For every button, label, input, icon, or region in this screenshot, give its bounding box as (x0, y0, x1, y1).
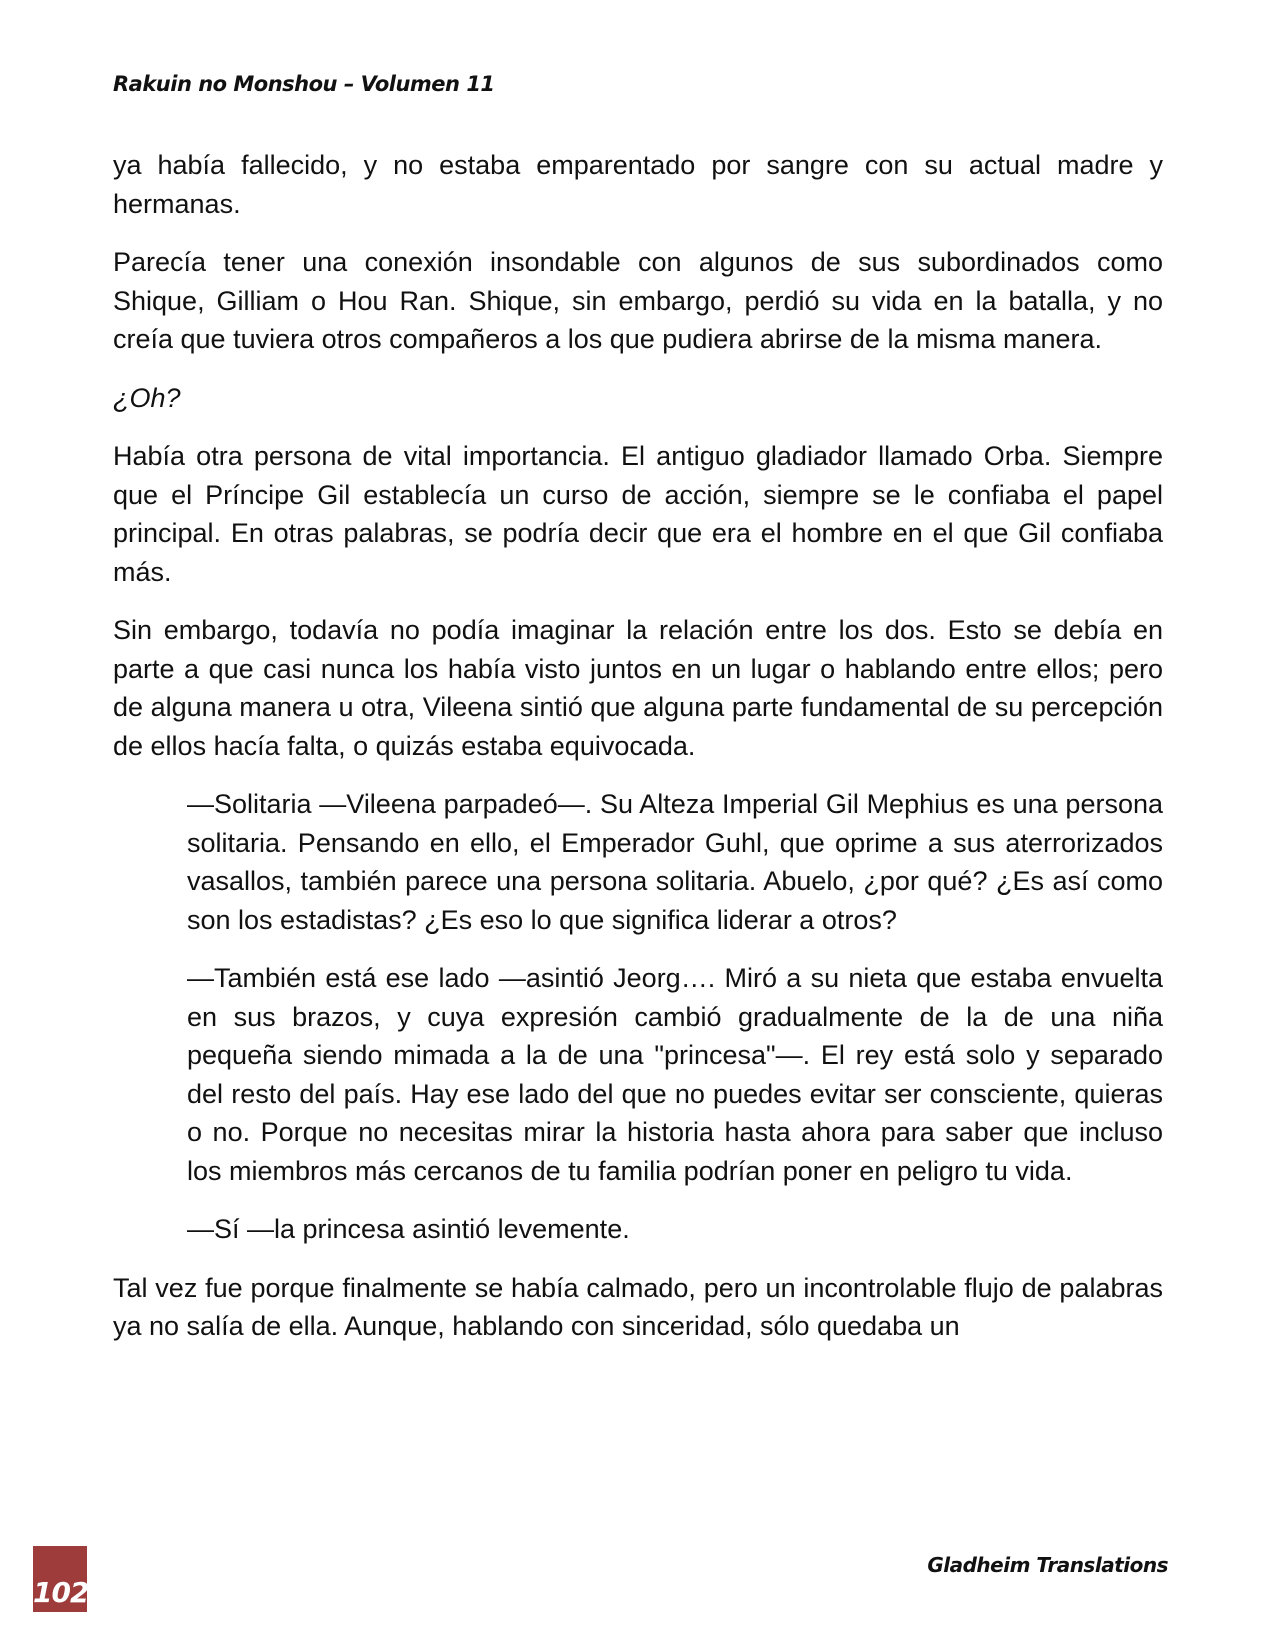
paragraph: Tal vez fue porque finalmente se había calmado, pero un incontrolable flujo de palabras ya no salía de ella. Aunque, hablando con sinceridad, sólo quedaba un (113, 1272, 1163, 1341)
running-header: Rakuin no Monshou – Volumen 11 (113, 72, 495, 96)
page-number: 102 (33, 1576, 89, 1609)
page-body (113, 146, 1163, 1366)
footer-credit: Gladheim Translations (927, 1553, 1168, 1577)
dialogue-paragraph: —Solitaria —Vileena parpadeó—. Su Alteza Imperial Gil Mephius es una persona solitaria. Pensando en ello, el Emperador Guhl, que oprime a sus aterrorizados vasallos, también parece una persona solitaria. Abuelo, ¿por qué? ¿Es así como son los estadistas? ¿Es eso lo que significa liderar a otros? (187, 789, 1163, 935)
dialogue-paragraph: —También está ese lado —asintió Jeorg…. Miró a su nieta que estaba envuelta en sus brazos, y cuya expresión cambió gradualmente de la de una niña pequeña siendo mimada a la de una "princesa"—. El rey está solo y separado del resto del país. Hay ese lado del que no puedes evitar ser consciente, quieras o no. Porque no necesitas mirar la historia hasta ahora para saber que incluso los miembros más cercanos de tu familia podrían poner en peligro tu vida. (187, 963, 1163, 1186)
paragraph: Había otra persona de vital importancia. El antiguo gladiador llamado Orba. Siempre que el Príncipe Gil establecía un curso de acción, siempre se le confiaba el papel principal. En otras palabras, se podría decir que era el hombre en el que Gil confiaba más. (113, 441, 1163, 587)
paragraph: Parecía tener una conexión insondable con algunos de sus subordinados como Shique, Gilliam o Hou Ran. Shique, sin embargo, perdió su vida en la batalla, y no creía que tuviera otros compañeros a los que pudiera abrirse de la misma manera. (113, 247, 1163, 354)
dialogue-paragraph: —Sí —la princesa asintió levemente. (187, 1214, 630, 1244)
paragraph-italic: ¿Oh? (113, 382, 181, 413)
paragraph: Sin embargo, todavía no podía imaginar la relación entre los dos. Esto se debía en parte a que casi nunca los había visto juntos en un lugar o hablando entre ellos; pero de alguna manera u otra, Vileena sintió que alguna parte fundamental de su percepción de ellos hacía falta, o quizás estaba equivocada. (113, 615, 1163, 761)
paragraph: ya había fallecido, y no estaba emparentado por sangre con su actual madre y hermanas. (113, 150, 1163, 219)
